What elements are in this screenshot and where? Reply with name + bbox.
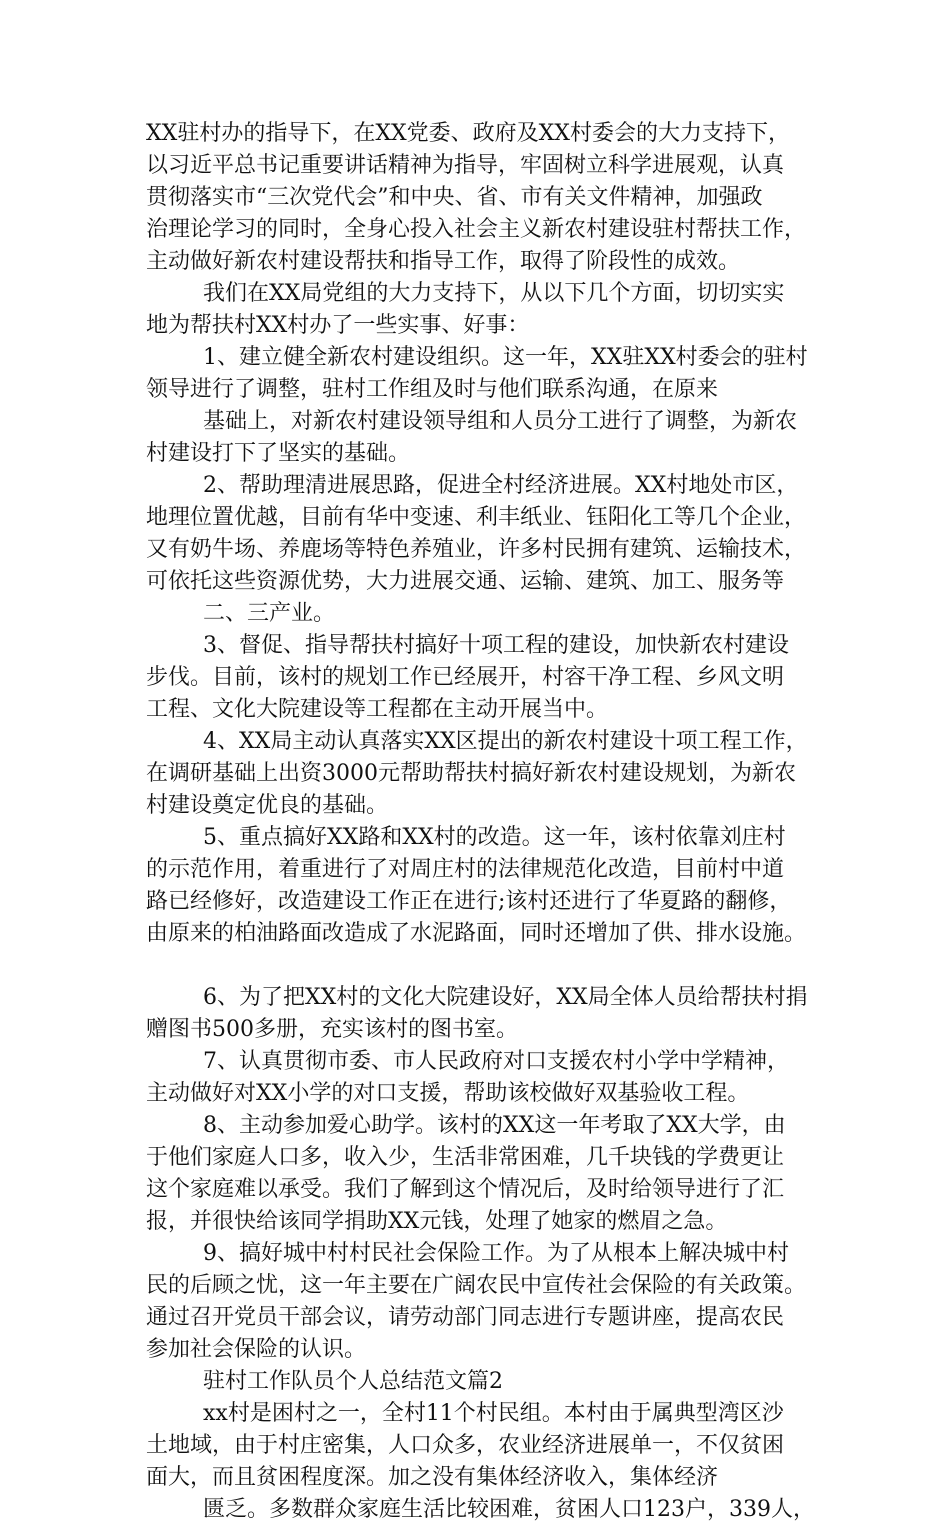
document-body (146, 118, 826, 1526)
text-line: 通过召开党员干部会议，请劳动部门同志进行专题讲座，提高农民 (146, 1305, 785, 1330)
list-item-4: 4、XX局主动认真落实XX区提出的新农村建设十项工程工作， (203, 729, 808, 754)
text-line: 基础上，对新农村建设领导组和人员分工进行了调整，为新农 (203, 409, 798, 434)
text-line: 土地域，由于村庄密集，人口众多，农业经济进展单一，不仅贫困 (146, 1433, 785, 1458)
text-line: 匮乏。多数群众家庭生活比较困难，贫困人口123户，339人， (203, 1497, 815, 1522)
text-line: 治理论学习的同时，全身心投入社会主义新农村建设驻村帮扶工作， (146, 217, 807, 242)
text-line: 村建设打下了坚实的基础。 (146, 441, 411, 466)
list-item-6: 6、为了把XX村的文化大院建设好，XX局全体人员给帮扶村捐 (203, 985, 808, 1010)
text-line: 工程、文化大院建设等工程都在主动开展当中。 (146, 697, 609, 722)
text-line: 村建设奠定优良的基础。 (146, 793, 389, 818)
list-item-2: 2、帮助理清进展思路，促进全村经济进展。XX村地处市区， (203, 473, 799, 498)
text-line: 又有奶牛场、养鹿场等特色养殖业，许多村民拥有建筑、运输技术， (146, 537, 807, 562)
text-line: 由原来的柏油路面改造成了水泥路面，同时还增加了供、排水设施。 (146, 921, 807, 946)
paragraph-start-line: 我们在XX局党组的大力支持下，从以下几个方面，切切实实 (203, 281, 785, 306)
text-line: XX驻村办的指导下，在XX党委、政府及XX村委会的大力支持下， (146, 121, 790, 146)
text-line: 路已经修好，改造建设工作正在进行;该村还进行了华夏路的翻修， (146, 889, 792, 914)
text-line: 地理位置优越，目前有华中变速、利丰纸业、钰阳化工等几个企业， (146, 505, 807, 530)
text-line: 贯彻落实市“三次党代会”和中央、省、市有关文件精神，加强政 (146, 185, 763, 210)
text-line: 可依托这些资源优势，大力进展交通、运输、建筑、加工、服务等 (146, 569, 785, 594)
section-heading: 驻村工作队员个人总结范文篇2 (203, 1369, 503, 1394)
text-line: 二、三产业。 (203, 601, 336, 626)
list-item-7: 7、认真贯彻市委、市人民政府对口支援农村小学中学精神， (203, 1049, 789, 1074)
list-item-3: 3、督促、指导帮扶村搞好十项工程的建设，加快新农村建设 (203, 633, 789, 658)
text-line: 赠图书500多册，充实该村的图书室。 (146, 1017, 518, 1042)
blank-line (146, 950, 826, 982)
text-line: 民的后顾之忧，这一年主要在广阔农民中宣传社会保险的有关政策。 (146, 1273, 807, 1298)
text-line: 报，并很快给该同学捐助XX元钱，处理了她家的燃眉之急。 (146, 1209, 728, 1234)
text-line: 以习近平总书记重要讲话精神为指导，牢固树立科学进展观，认真 (146, 153, 785, 178)
paragraph-start-line: xx村是困村之一，全村11个村民组。本村由于属典型湾区沙 (203, 1401, 784, 1426)
text-line: 领导进行了调整，驻村工作组及时与他们联系沟通，在原来 (146, 377, 719, 402)
text-line: 参加社会保险的认识。 (146, 1337, 367, 1362)
text-line: 于他们家庭人口多，收入少，生活非常困难，几千块钱的学费更让 (146, 1145, 785, 1170)
text-line: 这个家庭难以承受。我们了解到这个情况后，及时给领导进行了汇 (146, 1177, 785, 1202)
text-line: 面大，而且贫困程度深。加之没有集体经济收入，集体经济 (146, 1465, 719, 1490)
text-line: 主动做好对XX小学的对口支援，帮助该校做好双基验收工程。 (146, 1081, 750, 1106)
text-line: 地为帮扶村XX村办了一些实事、好事： (146, 313, 530, 338)
text-line: 在调研基础上出资3000元帮助帮扶村搞好新农村建设规划，为新农 (146, 761, 796, 786)
text-line: 的示范作用，着重进行了对周庄村的法律规范化改造，目前村中道 (146, 857, 785, 882)
list-item-9: 9、搞好城中村村民社会保险工作。为了从根本上解决城中村 (203, 1241, 789, 1266)
list-item-5: 5、重点搞好XX路和XX村的改造。这一年，该村依靠刘庄村 (203, 825, 786, 850)
text-line: 主动做好新农村建设帮扶和指导工作，取得了阶段性的成效。 (146, 249, 741, 274)
list-item-8: 8、主动参加爱心助学。该村的XX这一年考取了XX大学，由 (203, 1113, 786, 1138)
list-item-1: 1、建立健全新农村建设组织。这一年，XX驻XX村委会的驻村 (203, 345, 808, 370)
text-line: 步伐。目前，该村的规划工作已经展开，村容干净工程、乡风文明 (146, 665, 785, 690)
